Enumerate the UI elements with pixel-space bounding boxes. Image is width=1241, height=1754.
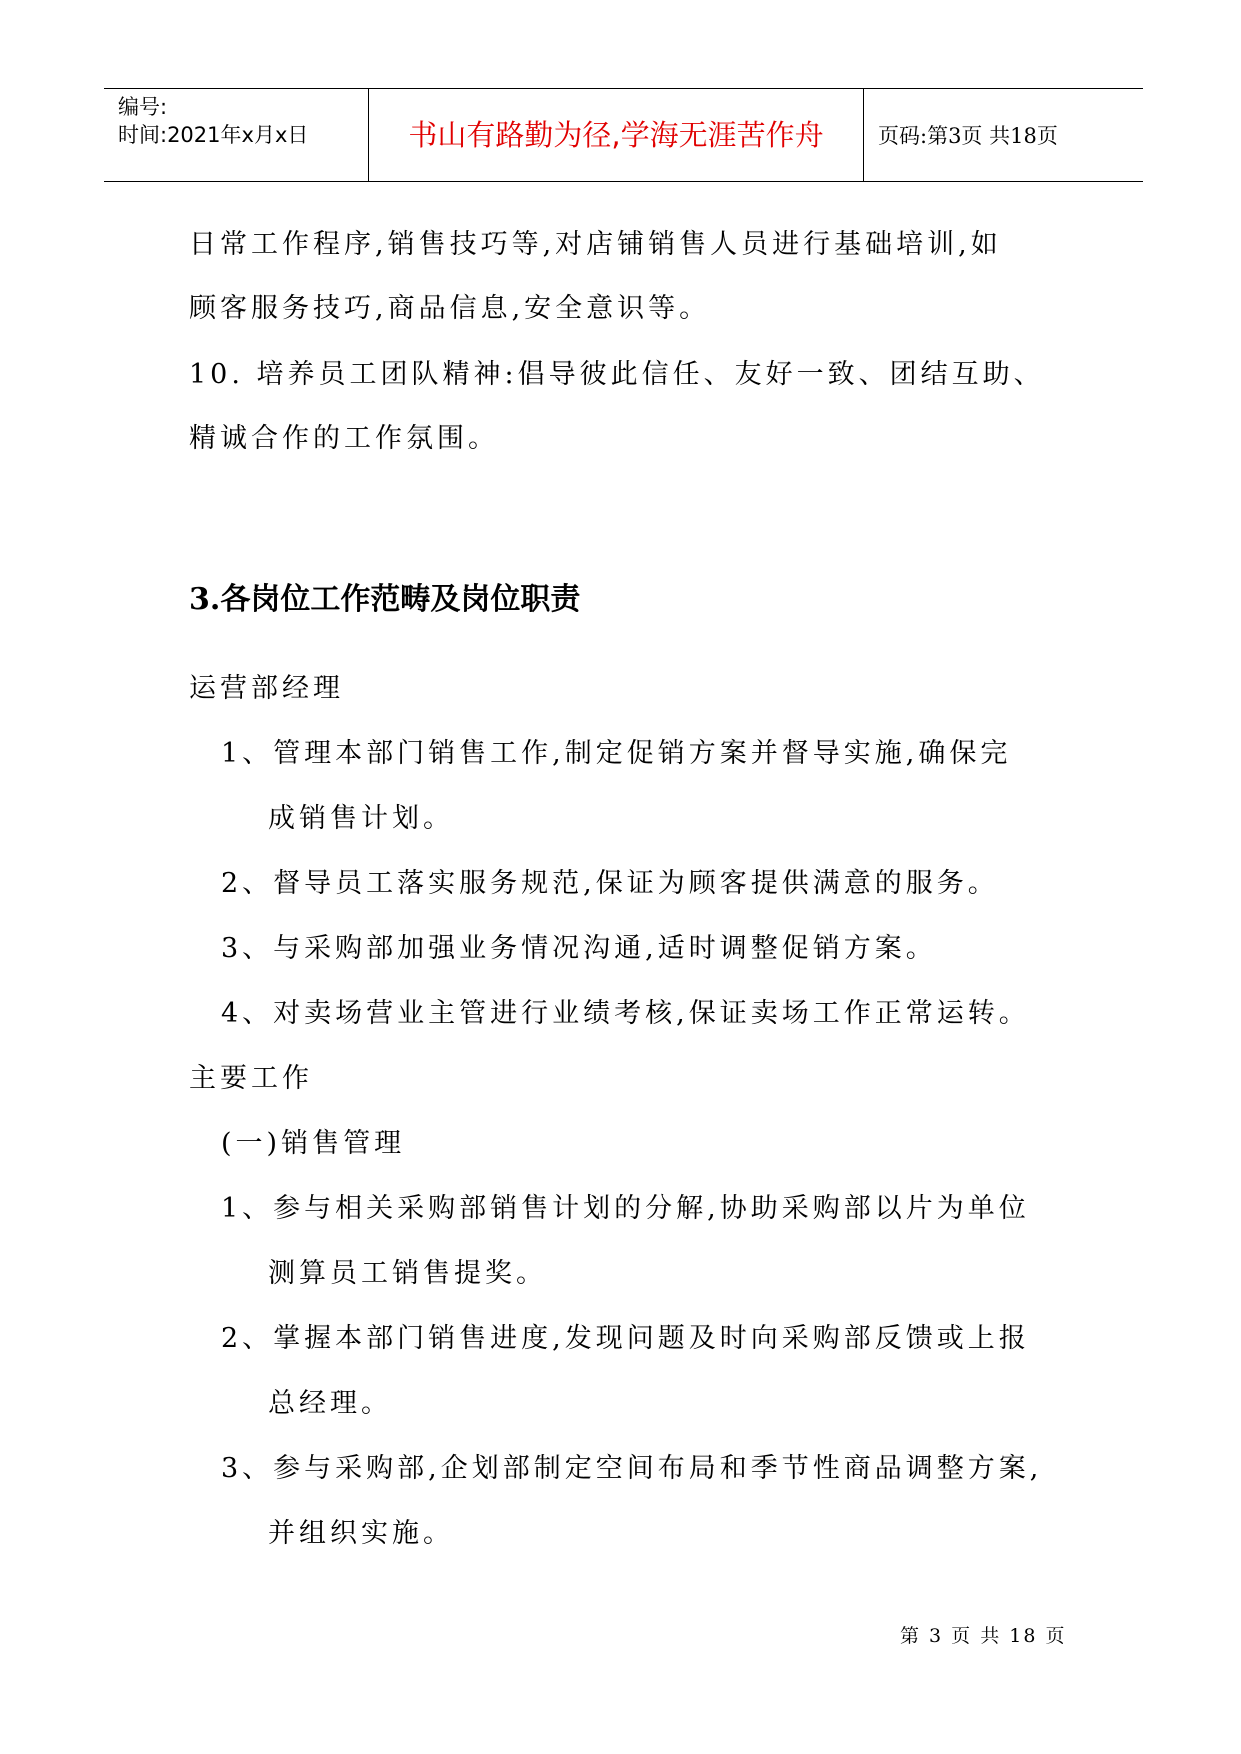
- section-heading: 3.各岗位工作范畴及岗位职责: [189, 582, 581, 617]
- manager-item: 2、督导员工落实服务规范,保证为顾客提供满意的服务。: [221, 868, 999, 899]
- sales-item-continued: 并组织实施。: [268, 1518, 454, 1549]
- manager-item: 1、管理本部门销售工作,制定促销方案并督导实施,确保完: [221, 738, 1012, 769]
- header-motto-cell: [369, 89, 864, 181]
- sales-management-heading: (一)销售管理: [221, 1128, 406, 1159]
- sales-item-continued: 测算员工销售提奖。: [268, 1258, 547, 1289]
- subtitle-operations-manager: 运营部经理: [189, 673, 344, 704]
- body-line: 顾客服务技巧,商品信息,安全意识等。: [189, 293, 711, 324]
- manager-item: 3、与采购部加强业务情况沟通,适时调整促销方案。: [221, 933, 937, 964]
- body-line: 日常工作程序,销售技巧等,对店铺销售人员进行基础培训,如: [189, 229, 1002, 260]
- header-motto: 书山有路勤为径,学海无涯苦作舟: [408, 118, 824, 152]
- manager-item: 4、对卖场营业主管进行业绩考核,保证卖场工作正常运转。: [221, 998, 1030, 1029]
- sales-item: 3、参与采购部,企划部制定空间布局和季节性商品调整方案,: [221, 1453, 1043, 1484]
- body-line: 10. 培养员工团队精神:倡导彼此信任、友好一致、团结互助、: [189, 359, 1045, 390]
- document-number-label: 编号:: [118, 95, 168, 119]
- header-page-cell: [864, 89, 1143, 181]
- header-left-cell: [104, 89, 369, 181]
- header-page-info: 页码:第3页 共18页: [878, 124, 1058, 148]
- body-line: 精诚合作的工作氛围。: [189, 423, 499, 454]
- sales-item: 1、参与相关采购部销售计划的分解,协助采购部以片为单位: [221, 1193, 1030, 1224]
- sales-item-continued: 总经理。: [268, 1388, 392, 1419]
- sales-item: 2、掌握本部门销售进度,发现问题及时向采购部反馈或上报: [221, 1323, 1030, 1354]
- document-time-label: 时间:2021年x月x日: [118, 123, 309, 147]
- manager-item-continued: 成销售计划。: [268, 803, 454, 834]
- page-footer: 第 3 页 共 18 页: [900, 1625, 1067, 1647]
- main-work-heading: 主要工作: [189, 1063, 313, 1094]
- page-header: [104, 88, 1143, 182]
